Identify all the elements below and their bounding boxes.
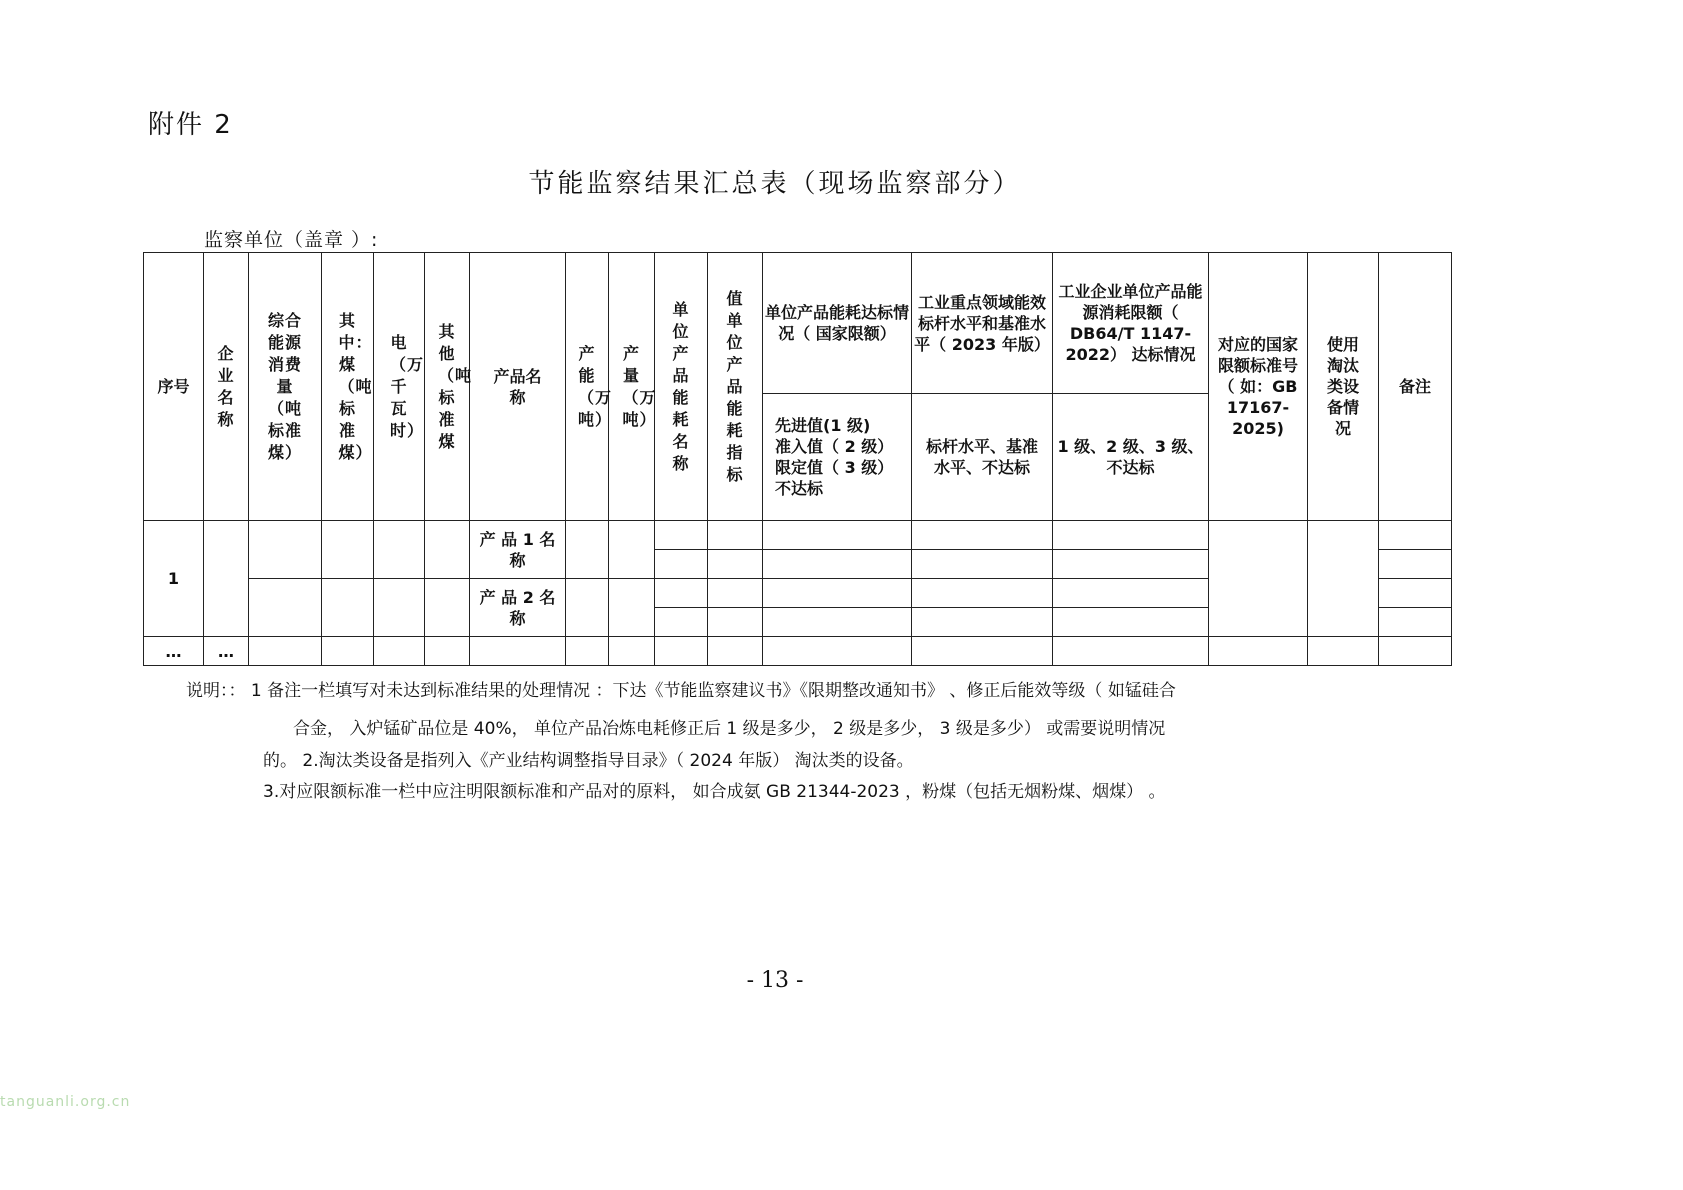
ellipsis-seq: …	[144, 637, 204, 666]
header-obsolete-equipment: 使用淘汰类设备情况	[1308, 253, 1379, 521]
header-local-standard: 工业企业单位产品能源消耗限额（ DB64/T 1147-2022） 达标情况	[1053, 253, 1209, 394]
header-unit-energy-value: 值单位产品能耗指标	[708, 253, 763, 521]
header-benchmark-levels: 标杆水平、基准水平、不达标	[912, 394, 1053, 521]
header-company: 企业名称	[204, 253, 249, 521]
header-coal: 其中：煤（吨标准煤）	[322, 253, 374, 521]
header-output: 产量（万吨）	[609, 253, 655, 521]
note-line-1: 说明：： 1 备注一栏填写对未达到标准结果的处理情况 ：下达《节能监察建议书》《限期整改通知书》 、修正后能效等级（ 如锰硅合	[186, 681, 1176, 701]
header-industry-benchmark: 工业重点领域能效标杆水平和基准水平（ 2023 年版）	[912, 253, 1053, 394]
ellipsis-company: …	[204, 637, 249, 666]
table-row	[144, 521, 1452, 550]
header-national-compliance: 单位产品能耗达标情况（ 国家限额）	[763, 253, 912, 394]
note-line-3: 的。 2.淘汰类设备是指列入《产业结构调整指导目录》（ 2024 年版） 淘汰类的设备。	[263, 751, 914, 771]
header-local-levels: 1 级、2 级、3 级、 不达标	[1053, 394, 1209, 521]
header-national-standard-no: 对应的国家限额标准号（ 如：GB 17167-2025)	[1209, 253, 1308, 521]
header-other: 其他（吨标准煤	[425, 253, 470, 521]
page-title: 节能监察结果汇总表（现场监察部分）	[528, 169, 1022, 199]
summary-table	[143, 252, 1452, 666]
product-2-name: 产 品 2 名 称	[470, 579, 566, 637]
header-national-levels: 先进值(1 级) 准入值（ 2 级） 限定值（ 3 级） 不达标	[763, 394, 912, 521]
header-product-name: 产品名称	[470, 253, 566, 521]
supervision-unit-label: 监察单位（盖章 ）:	[204, 229, 379, 251]
header-electricity: 电（万千瓦时）	[374, 253, 425, 521]
watermark: tanguanli.org.cn	[0, 1094, 131, 1110]
note-line-2: 合金， 入炉锰矿品位是 40%， 单位产品冶炼电耗修正后 1 级是多少， 2 级是多少， 3 级是多少） 或需要说明情况	[293, 719, 1166, 739]
header-energy-total: 综合能源消费量（吨标准煤）	[249, 253, 322, 521]
header-capacity: 产能（万吨）	[566, 253, 609, 521]
header-unit-energy-name: 单位产品能耗名称	[655, 253, 708, 521]
header-seq: 序号	[144, 253, 204, 521]
header-remarks: 备注	[1379, 253, 1452, 521]
note-line-4: 3.对应限额标准一栏中应注明限额标准和产品对的原料， 如合成氨 GB 21344-2023 ，粉煤（包括无烟粉煤、烟煤） 。	[263, 782, 1166, 802]
attachment-label: 附件 2	[148, 110, 233, 140]
seq-cell: 1	[144, 521, 204, 637]
table-row	[144, 637, 1452, 666]
page-number: - 13 -	[746, 968, 804, 993]
product-1-name: 产 品 1 名 称	[470, 521, 566, 579]
